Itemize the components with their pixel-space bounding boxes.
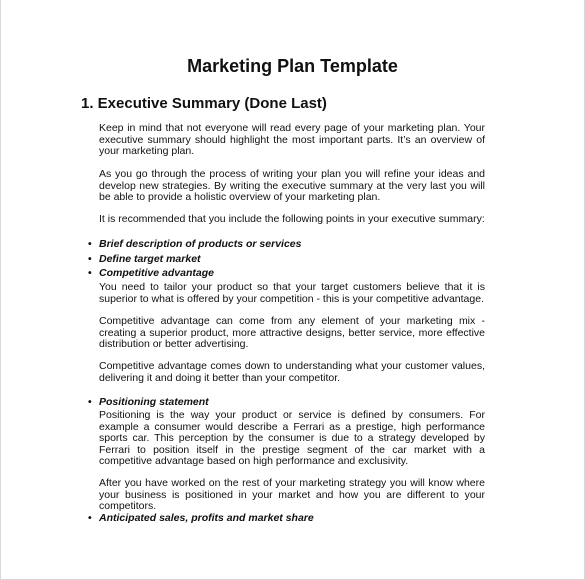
paragraph-recommend: It is recommended that you include the following points in your executive summary: — [99, 213, 485, 225]
paragraph-tailor: You need to tailor your product so that your target customers believe that it is superior to what is offered by your competition - this is your competitive advantage. — [99, 281, 485, 305]
paragraph-positioning: Positioning is the way your product or service is defined by consumers. For example a consumer would describe a Ferrari as a prestige, high performance sports car. This perception by the consumer is due to a strategy developed by Ferrari to position itself in the prestige segment of the car market with a competitive advantage based on high performance and exclusivity. — [99, 409, 485, 468]
bullet-item — [88, 513, 314, 525]
paragraph-intro: Keep in mind that not everyone will read every page of your marketing plan. Your executive summary should highlight the most important parts. It’s an overview of your marketing plan. — [99, 122, 485, 158]
bullet-label: Anticipated sales, profits and market share — [99, 512, 314, 524]
paragraph-after: After you have worked on the rest of your marketing strategy you will know where your business is positioned in your market and how you are different to your competitors. — [99, 477, 485, 513]
bullet-icon: • — [88, 267, 92, 279]
bullet-icon: • — [88, 253, 92, 265]
bullet-item — [88, 397, 209, 409]
paragraph-marketing-mix: Competitive advantage can come from any element of your marketing mix - creating a superior product, more attractive designs, better service, more effective distribution or better advertising. — [99, 315, 485, 351]
bullet-icon: • — [88, 396, 92, 408]
bullet-item — [88, 239, 301, 251]
bullet-icon: • — [88, 238, 92, 250]
paragraph-values: Competitive advantage comes down to understanding what your customer values, delivering it and doing it better than your competitor. — [99, 360, 485, 384]
section-heading: 1. Executive Summary (Done Last) — [81, 95, 327, 112]
paragraph-process: As you go through the process of writing your plan you will refine your ideas and develop new strategies. By writing the executive summary at the very last you will be able to provide a holistic overview of your marketing plan. — [99, 168, 485, 204]
bullet-item — [88, 254, 201, 266]
bullet-label: Positioning statement — [99, 396, 209, 408]
document-title: Marketing Plan Template — [187, 56, 398, 76]
bullet-label: Competitive advantage — [99, 267, 214, 279]
bullet-label: Define target market — [99, 253, 201, 265]
bullet-item — [88, 268, 214, 280]
bullet-icon: • — [88, 512, 92, 524]
bullet-label: Brief description of products or services — [99, 238, 302, 250]
